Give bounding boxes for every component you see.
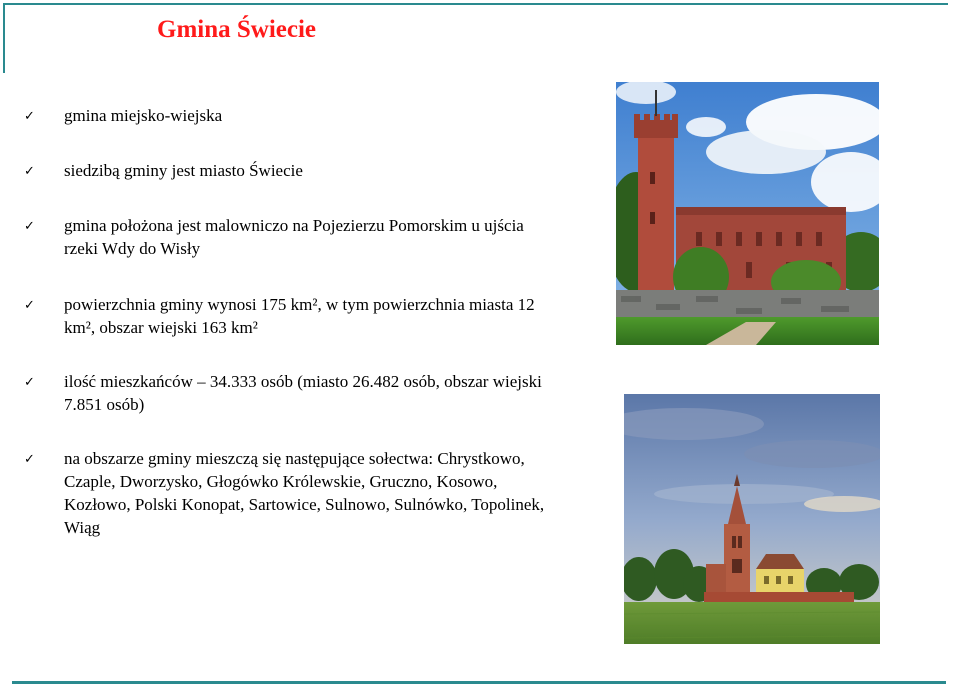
left-border-line xyxy=(3,3,5,73)
bullet-item xyxy=(24,293,584,339)
castle-photo xyxy=(616,82,879,345)
bullet-text: gmina położona jest malowniczo na Pojezierzu Pomorskim u ujścia rzeki Wdy do Wisły xyxy=(64,216,524,258)
bullet-text: gmina miejsko-wiejska xyxy=(64,106,223,125)
checkmark-icon: ✓ xyxy=(24,298,35,313)
checkmark-icon: ✓ xyxy=(24,109,35,124)
bullet-item xyxy=(24,159,584,182)
slide-title: Gmina Świecie xyxy=(157,16,317,43)
bullet-item xyxy=(24,104,584,127)
bottom-border-line xyxy=(12,681,946,684)
bullet-text: na obszarze gminy mieszczą się następujące sołectwa: Chrystkowo, Czaple, Dworzysko, Głogówko Królewskie, Gruczno, Kosowo, Kozłowo, Polski Konopat, Sartowice, Sulnowo, Sulnówko, Topolinek, Wiąg xyxy=(64,449,545,537)
checkmark-icon: ✓ xyxy=(24,164,35,179)
bullet-item xyxy=(24,214,584,260)
bullet-item xyxy=(24,370,584,416)
bullet-text: ilość mieszkańców – 34.333 osób (miasto 26.482 osób, obszar wiejski 7.851 osób) xyxy=(64,372,542,414)
checkmark-icon: ✓ xyxy=(24,452,35,467)
checkmark-icon: ✓ xyxy=(24,219,35,234)
bullet-item xyxy=(24,447,584,539)
top-border-line xyxy=(3,3,948,5)
bullet-text: powierzchnia gminy wynosi 175 km², w tym powierzchnia miasta 12 km², obszar wiejski 163 km² xyxy=(64,295,535,337)
bullet-text: siedzibą gminy jest miasto Świecie xyxy=(64,161,303,180)
checkmark-icon: ✓ xyxy=(24,375,35,390)
church-photo xyxy=(624,394,880,644)
